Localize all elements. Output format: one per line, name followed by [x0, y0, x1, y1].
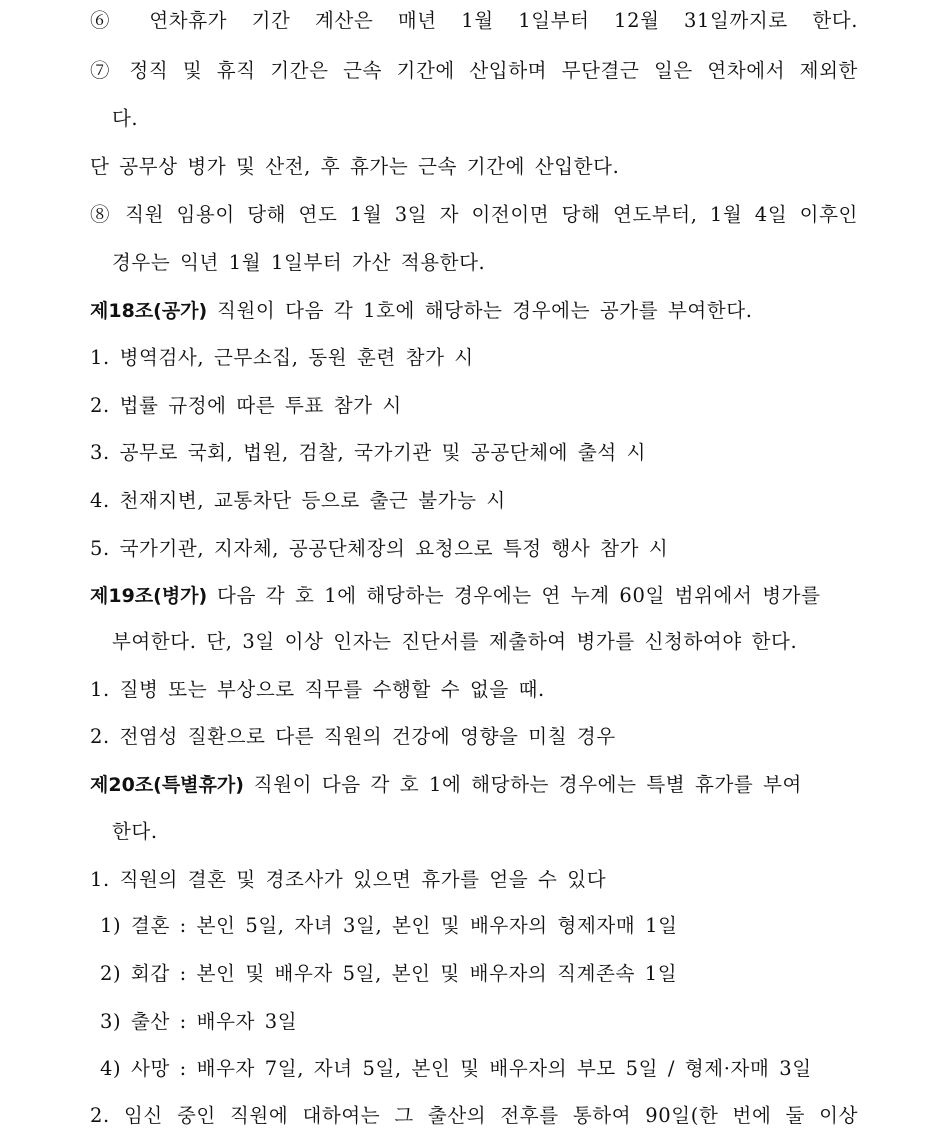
- article-20-continuation: 한다.: [112, 820, 158, 843]
- article-18: [90, 296, 870, 326]
- article-18-heading: 제18조(공가): [90, 300, 208, 322]
- article-20-item-2: 2. 임신 중인 직원에 대하여는 그 출산의 전후를 통하여 90일(한 번에 둘 이상: [90, 1104, 858, 1127]
- article-19-heading: 제19조(병가): [90, 585, 208, 607]
- clause-7-line: ⑦ 정직 및 휴직 기간은 근속 기간에 산입하며 무단결근 일은 연차에서 제외한: [90, 59, 858, 82]
- article-18-text: 직원이 다음 각 1호에 해당하는 경우에는 공가를 부여한다.: [217, 299, 753, 322]
- article-19-continuation: 부여한다. 단, 3일 이상 인자는 진단서를 제출하여 병가를 신청하여야 한다.: [112, 630, 798, 653]
- article-20-text: 직원이 다음 각 호 1에 해당하는 경우에는 특별 휴가를 부여: [253, 773, 802, 796]
- article-19-item-2: 2. 전염성 질환으로 다른 직원의 건강에 영향을 미칠 경우: [90, 725, 616, 748]
- article-20-subitem-3: 3) 출산 : 배우자 3일: [100, 1010, 298, 1033]
- article-20-subitem-2: 2) 회갑 : 본인 및 배우자 5일, 본인 및 배우자의 직계존속 1일: [100, 962, 678, 985]
- article-19-text: 다음 각 호 1에 해당하는 경우에는 연 누계 60일 범위에서 병가를: [217, 584, 821, 607]
- article-18-item-1: 1. 병역검사, 근무소집, 동원 훈련 참가 시: [90, 346, 474, 369]
- clause-7-continuation: 다.: [112, 107, 139, 130]
- clause-8-continuation: 경우는 익년 1월 1일부터 가산 적용한다.: [112, 251, 486, 274]
- article-20-heading: 제20조(특별휴가): [90, 774, 244, 796]
- article-18-item-5: 5. 국가기관, 지자체, 공공단체장의 요청으로 특정 행사 참가 시: [90, 537, 669, 560]
- article-18-item-3: 3. 공무로 국회, 법원, 검찰, 국가기관 및 공공단체에 출석 시: [90, 441, 647, 464]
- article-19: [90, 581, 870, 611]
- clause-7-proviso: 단 공무상 병가 및 산전, 후 휴가는 근속 기간에 산입한다.: [90, 155, 620, 178]
- article-18-item-4: 4. 천재지변, 교통차단 등으로 출근 불가능 시: [90, 489, 506, 512]
- article-20-subitem-1: 1) 결혼 : 본인 5일, 자녀 3일, 본인 및 배우자의 형제자매 1일: [100, 914, 678, 937]
- clause-6-line: ⑥ 연차휴가 기간 계산은 매년 1월 1일부터 12월 31일까지로 한다.: [90, 9, 858, 32]
- article-20-subitem-4: 4) 사망 : 배우자 7일, 자녀 5일, 본인 및 배우자의 부모 5일 / 형제·자매 3일: [100, 1057, 812, 1080]
- article-18-item-2: 2. 법률 규정에 따른 투표 참가 시: [90, 394, 402, 417]
- article-20-item-1: 1. 직원의 결혼 및 경조사가 있으면 휴가를 얻을 수 있다: [90, 868, 607, 891]
- article-19-item-1: 1. 질병 또는 부상으로 직무를 수행할 수 없을 때.: [90, 678, 545, 701]
- clause-8-line: ⑧ 직원 임용이 당해 연도 1월 3일 자 이전이면 당해 연도부터, 1월 4일 이후인: [90, 203, 858, 226]
- article-20: [90, 770, 870, 800]
